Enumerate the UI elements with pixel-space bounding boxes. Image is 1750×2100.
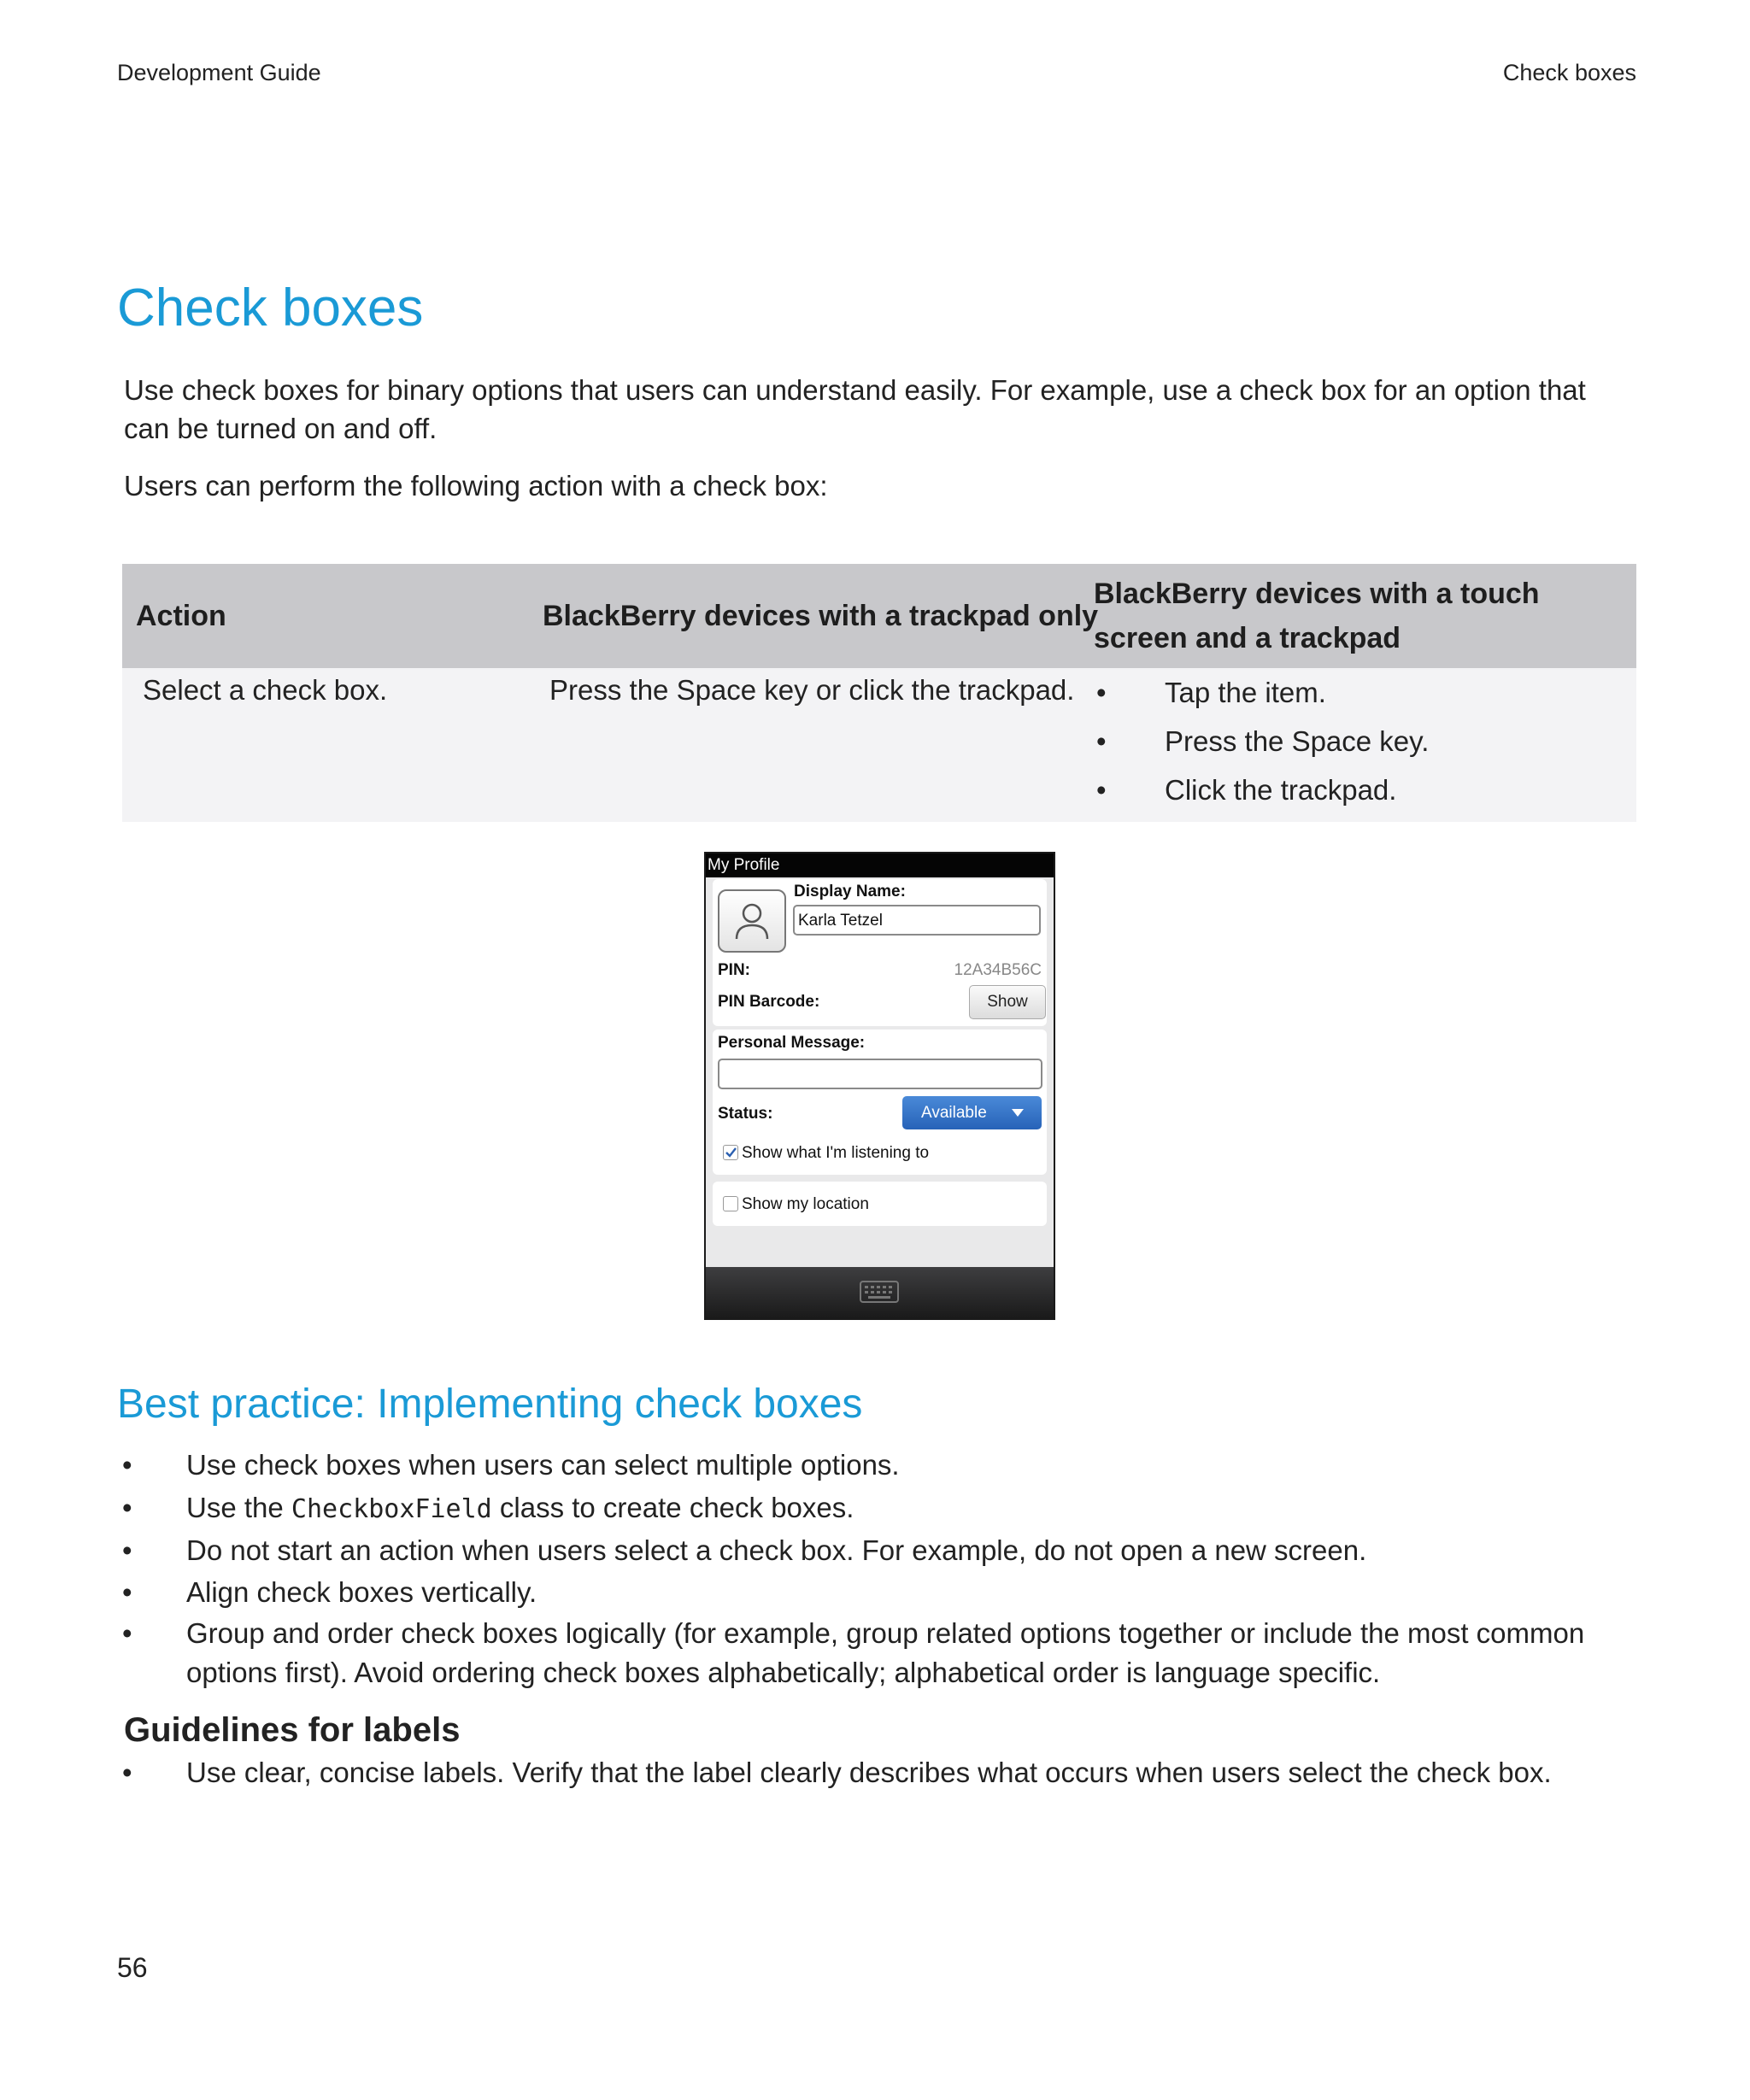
list-item: • Use check boxes when users can select multiple options. [122,1449,900,1481]
page-number: 56 [117,1952,148,1983]
listening-checkbox-label: Show what I'm listening to [742,1144,930,1162]
intro-paragraph: Use check boxes for binary options that users can understand easily. For example, use a check box for an option that can be turned on and off. [124,374,1586,444]
status-dropdown[interactable]: Available [902,1096,1042,1129]
list-item: • Do not start an action when users select a check box. For example, do not open a new screen. [122,1534,1367,1566]
table-cell-trackpad: Press the Space key or click the trackpad. [549,674,1075,706]
avatar[interactable] [718,889,786,953]
class-name-code: CheckboxField [291,1494,492,1524]
table-header-touch: BlackBerry devices with a touch screen and a trackpad [1094,578,1540,654]
personal-message-field[interactable] [718,1059,1042,1089]
actions-table [122,564,1636,822]
running-header-left: Development Guide [117,60,321,85]
pin-barcode-label: PIN Barcode: [718,993,820,1011]
location-checkbox-label: Show my location [742,1195,869,1213]
chevron-down-icon [1012,1109,1024,1117]
pin-value: 12A34B56C [954,961,1042,979]
profile-card [713,879,1047,1026]
checkmark-icon [724,1146,737,1159]
device-screenshot [704,852,1055,1320]
list-item: • Use clear, concise labels. Verify that the label clearly describes what occurs when users select the check box. [122,1757,1552,1788]
intro-action-paragraph: Users can perform the following action with a check box: [124,470,828,502]
table-cell-action: Select a check box. [143,674,388,706]
list-item: • Align check boxes vertically. [122,1576,537,1608]
table-header-row [122,564,1636,668]
display-name-label: Display Name: [794,883,906,900]
pin-label: PIN: [718,961,750,979]
table-header-action: Action [136,600,226,632]
list-item: • Use the CheckboxField class to create check boxes. [122,1492,854,1524]
table-cell-touch: • Tap the item. • Press the Space key. • Click the trackpad. [1096,677,1430,806]
labels-heading: Guidelines for labels [124,1711,461,1749]
location-card [713,1182,1047,1226]
personal-message-label: Personal Message: [718,1034,866,1052]
table-row [122,668,1636,822]
best-practice-heading: Best practice: Implementing check boxes [117,1381,863,1427]
list-item: • Group and order check boxes logically (for example, group related options together or include the most common options first). Avoid ordering check boxes alphabetically; alphabetical order is language specific. [122,1617,1585,1688]
bottom-bar [706,1267,1054,1318]
status-label: Status: [718,1105,773,1123]
person-icon [719,891,784,951]
message-card [713,1029,1047,1175]
running-header-right: Check boxes [1502,60,1636,85]
table-header-trackpad: BlackBerry devices with a trackpad only [543,600,1099,632]
listening-checkbox[interactable] [723,1145,738,1160]
location-checkbox[interactable] [723,1196,738,1211]
show-barcode-button[interactable]: Show [969,985,1046,1019]
screen-title-bar: My Profile [706,853,1054,877]
page-title: Check boxes [117,279,424,337]
keyboard-icon[interactable] [860,1281,899,1303]
display-name-field[interactable]: Karla Tetzel [793,905,1041,936]
